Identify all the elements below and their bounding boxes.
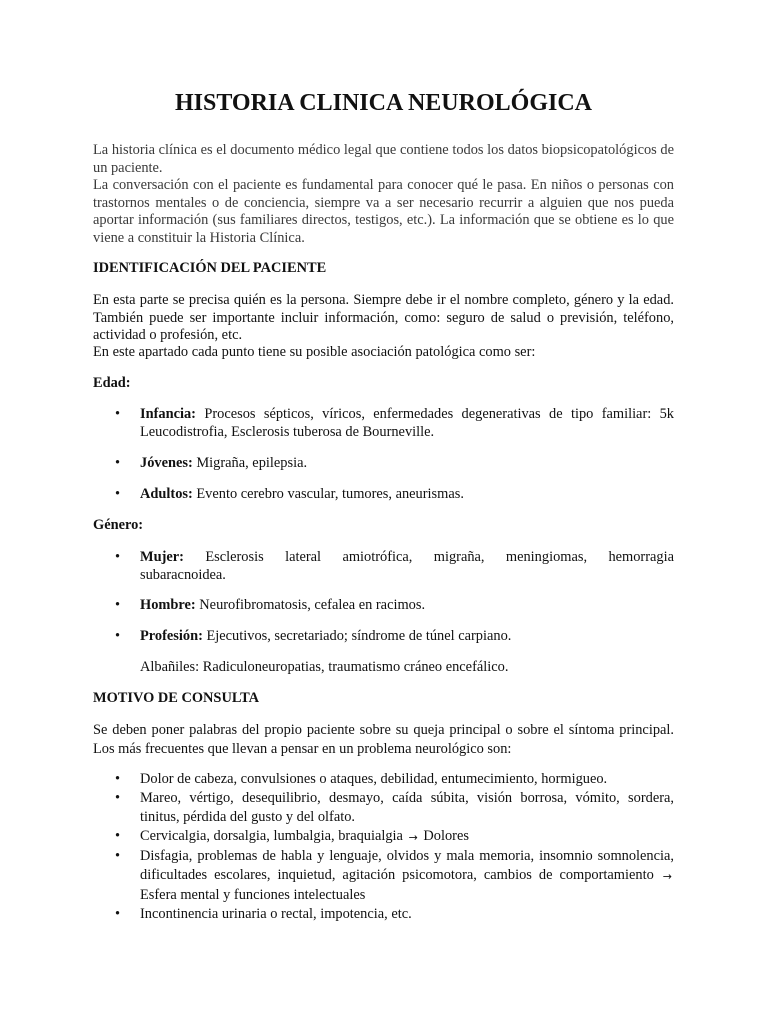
bullet-icon: • — [115, 455, 121, 471]
bullet-icon: • — [115, 848, 121, 864]
bullet-icon: • — [115, 486, 121, 502]
arrow-right-icon: → — [408, 831, 418, 844]
arrow-right-icon: → — [662, 870, 672, 883]
item-text: Neurofibromatosis, cefalea en racimos. — [195, 597, 426, 613]
item-text: Mareo, vértigo, desequilibrio, desmayo, caída súbita, visión borrosa, vómito, sordera, tinitus, pérdida del gusto y del olfato. — [140, 790, 674, 825]
bullet-icon: • — [115, 828, 121, 844]
intro-paragraph-1: La historia clínica es el documento médico legal que contiene todos los datos biopsicopatológicos de un paciente. — [93, 142, 674, 176]
page-title: HISTORIA CLINICA NEUROLÓGICA — [175, 90, 592, 116]
bullet-icon: • — [115, 790, 121, 806]
section-heading-motivo: MOTIVO DE CONSULTA — [93, 690, 260, 706]
intro-paragraph-2: La conversación con el paciente es fundamental para conocer qué le pasa. En niños o personas con trastornos mentales o de conciencia, siempre va a ser necesario recurrir a alguien que nos pueda aportar información (sus familiares directos, testigos, etc.). La información que se obtiene es lo que viene a constituir la Historia Clínica. — [93, 177, 674, 246]
subheading-edad: Edad: — [93, 375, 131, 391]
item-text: subaracnoidea. — [140, 566, 226, 583]
identificacion-paragraph-2: En este apartado cada punto tiene su posible asociación patológica como ser: — [93, 344, 536, 360]
item-text: Ejecutivos, secretariado; síndrome de túnel carpiano. — [202, 628, 512, 644]
bullet-icon: • — [115, 549, 121, 565]
item-label: Mujer: — [140, 549, 184, 565]
item-label: Infancia: — [140, 406, 196, 422]
item-text: Migraña, epilepsia. — [192, 455, 308, 471]
bullet-icon: • — [115, 771, 121, 787]
item-text: Disfagia, problemas de habla y lenguaje, olvidos y mala memoria, insomnio somnolencia, dificultades escolares, inquietud, agitación psicomotora, cambios de comportamiento — [140, 848, 674, 883]
subheading-genero: Género: — [93, 517, 144, 533]
section-heading-identificacion: IDENTIFICACIÓN DEL PACIENTE — [93, 260, 327, 276]
item-label: Adultos: — [140, 486, 193, 502]
motivo-paragraph: Se deben poner palabras del propio paciente sobre su queja principal o sobre el síntoma principal. Los más frecuentes que llevan a pensar en un problema neurológico son: — [93, 722, 674, 757]
genero-extra-text: Albañiles: Radiculoneuropatias, traumatismo cráneo encefálico. — [140, 659, 509, 675]
bullet-icon: • — [115, 628, 121, 644]
bullet-icon: • — [115, 597, 121, 613]
bullet-icon: • — [115, 406, 121, 422]
item-text: Cervicalgia, dorsalgia, lumbalgia, braquialgia — [140, 828, 403, 844]
item-text: Procesos sépticos, víricos, enfermedades degenerativas de tipo familiar: 5k Leucodistrofia, Esclerosis tuberosa de Bourneville. — [140, 406, 674, 440]
item-label: Hombre: — [140, 597, 196, 613]
item-label: Profesión: — [140, 628, 203, 644]
bullet-icon: • — [115, 906, 121, 922]
item-label: Jóvenes: — [140, 455, 193, 471]
item-text: Dolor de cabeza, convulsiones o ataques, debilidad, entumecimiento, hormigueo. — [140, 771, 608, 787]
item-text: Incontinencia urinaria o rectal, impotencia, etc. — [140, 906, 412, 922]
item-text: Evento cerebro vascular, tumores, aneurismas. — [192, 486, 464, 502]
identificacion-paragraph-1: En esta parte se precisa quién es la persona. Siempre debe ir el nombre completo, género y la edad. También puede ser importante incluir información, como: seguro de salud o previsión, teléfono, actividad o profesión, etc. — [93, 292, 674, 343]
